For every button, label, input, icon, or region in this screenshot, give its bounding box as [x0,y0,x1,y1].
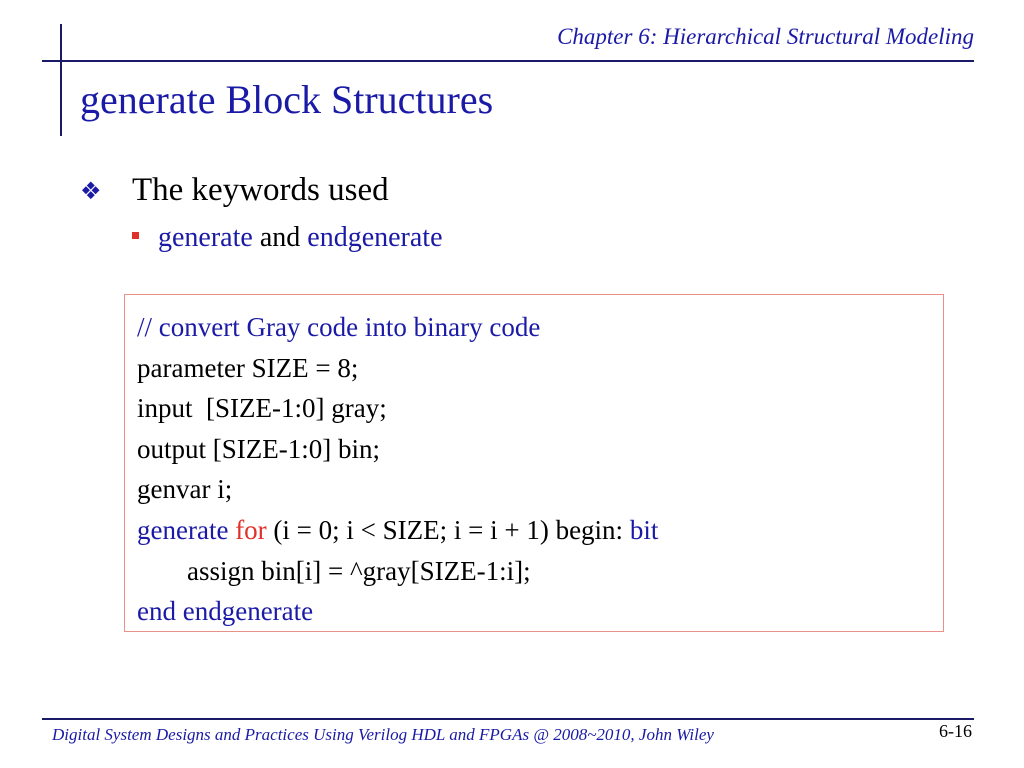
keyword-generate: generate [158,222,253,253]
code-line-end: end endgenerate [137,596,314,627]
conjunction-text: and [252,222,308,253]
footer-horizontal-rule [42,718,974,720]
code-line-parameter: parameter SIZE = 8; [137,352,359,383]
code-line-output: output [SIZE-1:0] bin; [137,433,380,464]
code-line-genvar: genvar i; [137,474,233,505]
code-line-assign: assign bin[i] = ^gray[SIZE-1:i]; [187,555,531,586]
code-block [124,294,944,632]
slide-title: generate Block Structures [80,77,494,122]
header-horizontal-rule [42,60,974,62]
code-keyword-generate: generate [137,514,229,545]
header-vertical-rule [60,24,62,136]
code-comment-line: // convert Gray code into binary code [137,312,541,342]
square-bullet-icon [132,232,139,239]
code-line-generate [137,510,943,551]
code-keyword-for: for [235,514,267,545]
code-block-label: bit [629,514,659,545]
diamond-bullet-icon: ❖ [80,176,102,205]
chapter-header: Chapter 6: Hierarchical Structural Modeling [557,24,974,49]
code-line-input: input [SIZE-1:0] gray; [137,393,387,424]
page-number: 6-16 [939,721,972,741]
sub-bullet-item [132,222,443,254]
footer-text: Digital System Designs and Practices Using Verilog HDL and FPGAs @ 2008~2010, John Wiley [52,725,714,744]
code-for-condition: (i = 0; i < SIZE; i = i + 1) begin: [266,514,630,545]
bullet-item [80,172,389,209]
bullet-text: The keywords used [132,172,389,208]
keyword-endgenerate: endgenerate [307,222,443,253]
